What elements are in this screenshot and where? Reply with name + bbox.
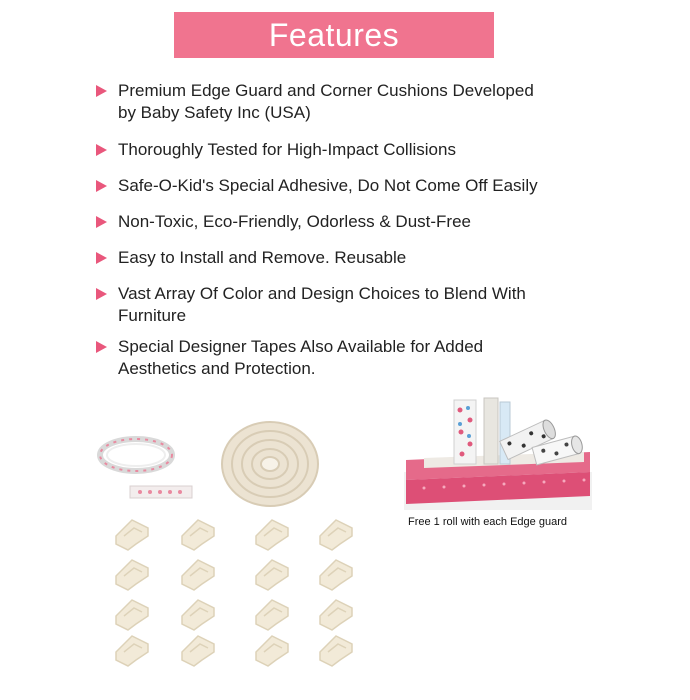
designer-tapes-photo — [404, 396, 592, 510]
feature-text-line: Premium Edge Guard and Corner Cushions Developed — [118, 81, 534, 100]
feature-text-line: Aesthetics and Protection. — [118, 359, 316, 378]
arrow-bullet-icon — [96, 180, 107, 192]
feature-text-line: Special Designer Tapes Also Available for Added — [118, 337, 484, 356]
feature-item — [96, 211, 471, 233]
feature-text-line: Easy to Install and Remove. Reusable — [118, 248, 407, 267]
feature-text-line: by Baby Safety Inc (USA) — [118, 103, 311, 122]
features-banner — [174, 12, 494, 58]
feature-text-line: Safe-O-Kid's Special Adhesive, Do Not Come Off Easily — [118, 176, 538, 195]
corner-cushions-image — [104, 512, 374, 672]
banner-title: Features — [268, 16, 400, 53]
feature-item — [96, 175, 538, 197]
feature-item — [96, 139, 456, 161]
arrow-bullet-icon — [96, 85, 107, 97]
feature-text-line: Thoroughly Tested for High-Impact Collisions — [118, 140, 456, 159]
feature-text-line: Non-Toxic, Eco-Friendly, Odorless & Dust-Free — [118, 212, 472, 231]
feature-item — [96, 336, 483, 380]
adhesive-tape-roll-image — [96, 428, 206, 508]
arrow-bullet-icon — [96, 144, 107, 156]
arrow-bullet-icon — [96, 341, 107, 353]
feature-item — [96, 80, 534, 124]
arrow-bullet-icon — [96, 216, 107, 228]
arrow-bullet-icon — [96, 252, 107, 264]
free-roll-caption: Free 1 roll with each Edge guard — [408, 516, 567, 528]
feature-item — [96, 247, 406, 269]
edge-guard-roll-image — [210, 408, 330, 508]
arrow-bullet-icon — [96, 288, 107, 300]
feature-text-line: Vast Array Of Color and Design Choices to Blend With — [118, 284, 526, 303]
feature-text-line: Furniture — [118, 306, 187, 325]
feature-item — [96, 283, 526, 327]
